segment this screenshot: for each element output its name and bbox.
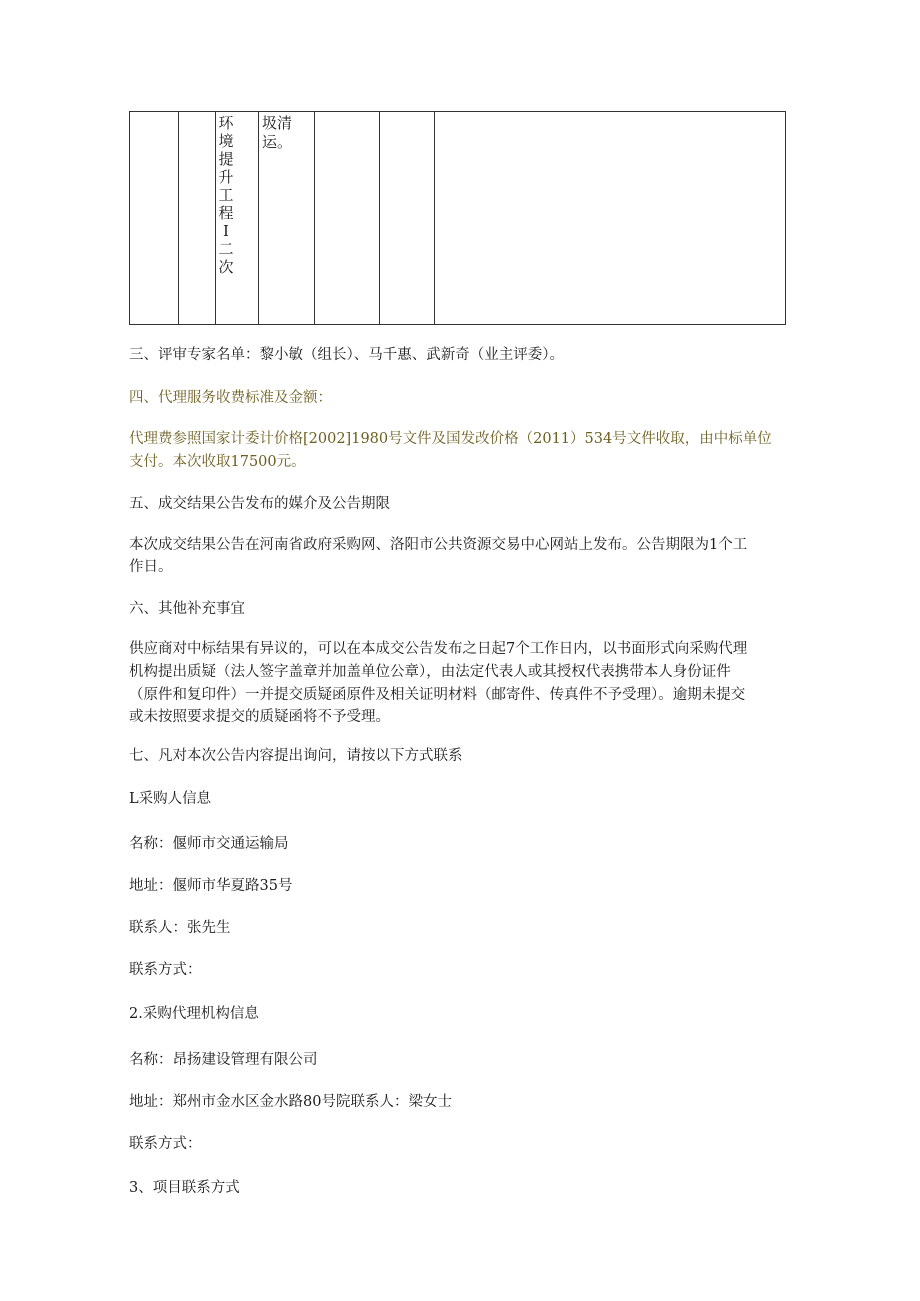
table-divider — [258, 112, 259, 324]
table-divider — [379, 112, 380, 324]
table-divider — [178, 112, 179, 324]
section-6-title: 六、其他补充事宜 — [129, 601, 245, 617]
section-6-body-line3: （原件和复印件）一并提交质疑函原件及相关证明材料（邮寄件、传真件不予受理）。逾期未提交 — [129, 687, 746, 703]
section-6-body-line2: 机构提出质疑（法人签字盖章并加盖单位公章），由法定代表人或其授权代表携带本人身份证件 — [129, 664, 731, 680]
section-6-body-line4: 或未按照要求提交的质疑函将不予受理。 — [129, 709, 390, 725]
section-4-body-line2: 支付。本次收取17500元。 — [129, 454, 306, 470]
purchaser-contact: 联系人：张先生 — [129, 920, 231, 936]
table-divider — [215, 112, 216, 324]
table-cell-project-name: 环境提升工程I二次 — [218, 114, 234, 276]
section-5-body-line1: 本次成交结果公告在河南省政府采购网、洛阳市公共资源交易中心网站上发布。公告期限为1个工 — [129, 537, 748, 553]
agency-address: 地址：郑州市金水区金水路80号院联系人：梁女士 — [129, 1094, 452, 1110]
table-cell-content-line1: 圾清 — [262, 114, 293, 132]
section-4-title: 四、代理服务收费标准及金额： — [129, 390, 332, 406]
purchaser-heading: L采购人信息 — [129, 791, 212, 807]
agency-heading: 2.采购代理机构信息 — [129, 1006, 259, 1022]
agency-phone: 联系方式： — [129, 1136, 202, 1152]
agency-name: 名称：昂扬建设管理有限公司 — [129, 1052, 318, 1068]
purchaser-name: 名称：偃师市交通运输局 — [129, 836, 289, 852]
section-3-experts: 三、评审专家名单：黎小敏（组长）、马千惠、武新奇（业主评委）。 — [129, 347, 564, 363]
section-6-body-line1: 供应商对中标结果有异议的，可以在本成交公告发布之日起7个工作日内，以书面形式向采购代理 — [129, 641, 748, 657]
project-heading: 3、项目联系方式 — [129, 1180, 240, 1196]
table-cell-content-line2: 运。 — [262, 133, 293, 151]
section-4-body-line1: 代理费参照国家计委计价格[2002]1980号文件及国发改价格（2011）534号文件收取，由中标单位 — [129, 431, 772, 447]
table-divider — [314, 112, 315, 324]
purchaser-phone: 联系方式： — [129, 962, 202, 978]
section-7-title: 七、凡对本次公告内容提出询问，请按以下方式联系 — [129, 748, 463, 764]
table-divider — [434, 112, 435, 324]
purchaser-address: 地址：偃师市华夏路35号 — [129, 878, 293, 894]
section-5-title: 五、成交结果公告发布的媒介及公告期限 — [129, 496, 390, 512]
section-5-body-line2: 作日。 — [129, 559, 173, 575]
